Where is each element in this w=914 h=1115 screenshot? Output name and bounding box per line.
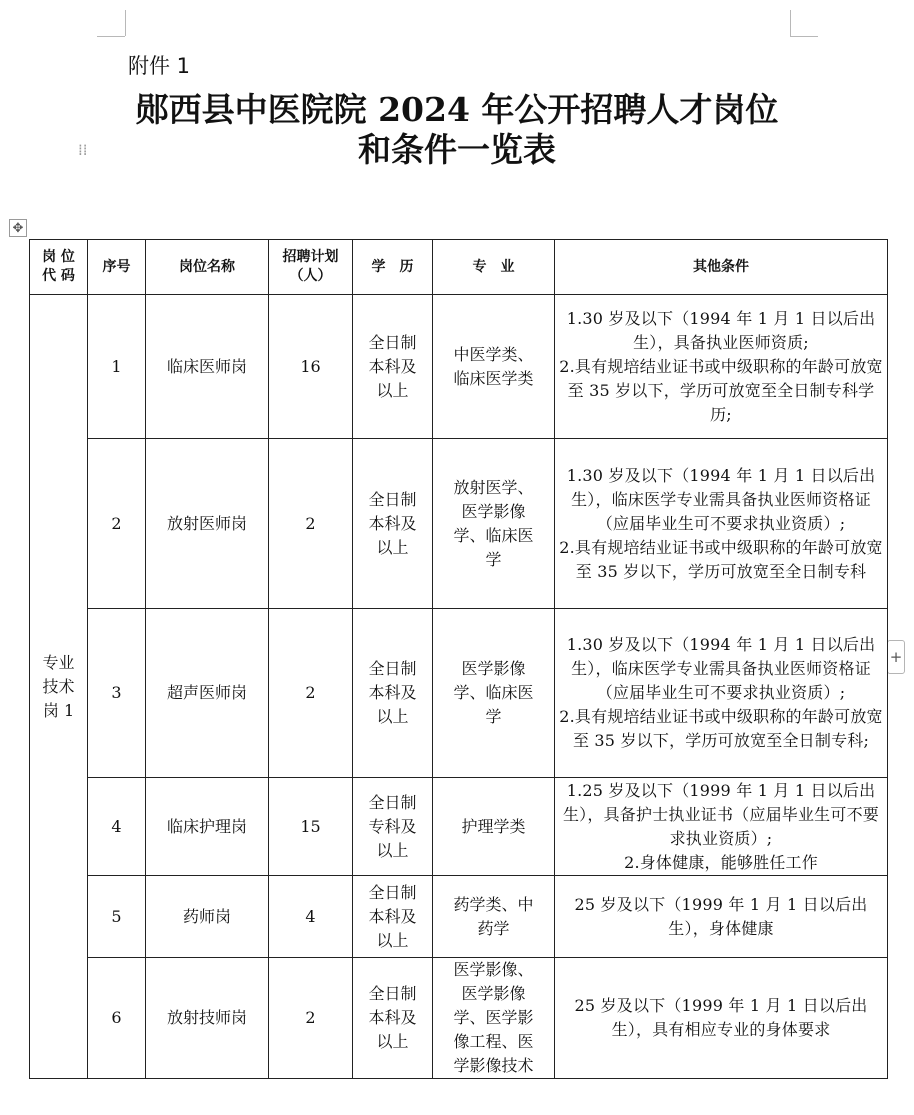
- major-cell: 医学影像 学、临床医 学: [433, 609, 555, 778]
- major-cell: 药学类、中 药学: [433, 876, 555, 958]
- document-title-line-2: 和条件一览表: [358, 130, 556, 169]
- table-row: [30, 295, 888, 439]
- plan-cell: 2: [269, 609, 353, 778]
- post-name-cell: 临床护理岗: [146, 778, 269, 876]
- plan-cell: 4: [269, 876, 353, 958]
- seq-cell: 6: [88, 958, 146, 1079]
- header-post-name: 岗位名称: [146, 240, 269, 295]
- header-other-conditions: 其他条件: [555, 240, 888, 295]
- plan-cell: 15: [269, 778, 353, 876]
- other-conditions-cell: 1.25 岁及以下（1999 年 1 月 1 日以后出生），具备护士执业证书（应届毕业生可不要求执业资质）; 2.身体健康，能够胜任工作: [555, 778, 888, 876]
- seq-cell: 4: [88, 778, 146, 876]
- page-corner-mark-right: [790, 10, 791, 36]
- header-major: 专 业: [433, 240, 555, 295]
- education-cell: 全日制 本科及 以上: [353, 295, 433, 439]
- seq-cell: 1: [88, 295, 146, 439]
- major-cell: 中医学类、 临床医学类: [433, 295, 555, 439]
- table-row: [30, 876, 888, 958]
- table-row: [30, 958, 888, 1079]
- other-conditions-cell: 25 岁及以下（1999 年 1 月 1 日以后出生），身体健康: [555, 876, 888, 958]
- page-corner-mark-right: [790, 36, 818, 37]
- education-cell: 全日制 本科及 以上: [353, 439, 433, 609]
- page-corner-mark-left: [97, 36, 125, 37]
- post-name-cell: 临床医师岗: [146, 295, 269, 439]
- table-header-row: [30, 240, 888, 295]
- header-education: 学 历: [353, 240, 433, 295]
- post-name-cell: 超声医师岗: [146, 609, 269, 778]
- major-cell: 护理学类: [433, 778, 555, 876]
- table-row: [30, 609, 888, 778]
- seq-cell: 2: [88, 439, 146, 609]
- education-cell: 全日制 专科及 以上: [353, 778, 433, 876]
- plan-cell: 16: [269, 295, 353, 439]
- other-conditions-cell: 1.30 岁及以下（1994 年 1 月 1 日以后出生），具备执业医师资质; 2.具有规培结业证书或中级职称的年龄可放宽至 35 岁以下，学历可放宽至全日制专科学历;: [555, 295, 888, 439]
- attachment-label: 附件 1: [128, 54, 191, 78]
- other-conditions-cell: 1.30 岁及以下（1994 年 1 月 1 日以后出生），临床医学专业需具备执业医师资格证（应届毕业生可不要求执业资质）; 2.具有规培结业证书或中级职称的年龄可放宽至 35 岁以下，学历可放宽至全日制专科;: [555, 609, 888, 778]
- plan-cell: 2: [269, 958, 353, 1079]
- post-name-cell: 药师岗: [146, 876, 269, 958]
- seq-cell: 5: [88, 876, 146, 958]
- table-row: [30, 439, 888, 609]
- table-row: [30, 778, 888, 876]
- education-cell: 全日制 本科及 以上: [353, 876, 433, 958]
- header-post-code: 岗 位 代 码: [30, 240, 88, 295]
- header-seq: 序号: [88, 240, 146, 295]
- add-column-icon[interactable]: +: [887, 640, 905, 674]
- other-conditions-cell: 25 岁及以下（1999 年 1 月 1 日以后出生），具有相应专业的身体要求: [555, 958, 888, 1079]
- other-conditions-cell: 1.30 岁及以下（1994 年 1 月 1 日以后出生），临床医学专业需具备执业医师资格证（应届毕业生可不要求执业资质）; 2.具有规培结业证书或中级职称的年龄可放宽至 35 岁以下，学历可放宽至全日制专科: [555, 439, 888, 609]
- header-plan: 招聘计划 （人）: [269, 240, 353, 295]
- document-title-line-1: 郧西县中医院院 2024 年公开招聘人才岗位: [135, 90, 779, 129]
- education-cell: 全日制 本科及 以上: [353, 609, 433, 778]
- major-cell: 医学影像、 医学影像 学、医学影 像工程、医 学影像技术: [433, 958, 555, 1079]
- page-corner-mark-left: [125, 10, 126, 36]
- post-name-cell: 放射医师岗: [146, 439, 269, 609]
- table-move-handle-icon[interactable]: ✥: [9, 219, 27, 237]
- seq-cell: 3: [88, 609, 146, 778]
- post-name-cell: 放射技师岗: [146, 958, 269, 1079]
- major-cell: 放射医学、 医学影像 学、临床医 学: [433, 439, 555, 609]
- post-code-cell: 专业 技术 岗 1: [30, 295, 88, 1079]
- recruitment-table: [29, 239, 888, 1079]
- education-cell: 全日制 本科及 以上: [353, 958, 433, 1079]
- paragraph-drag-handle-icon[interactable]: ⁞⁞: [78, 141, 88, 159]
- plan-cell: 2: [269, 439, 353, 609]
